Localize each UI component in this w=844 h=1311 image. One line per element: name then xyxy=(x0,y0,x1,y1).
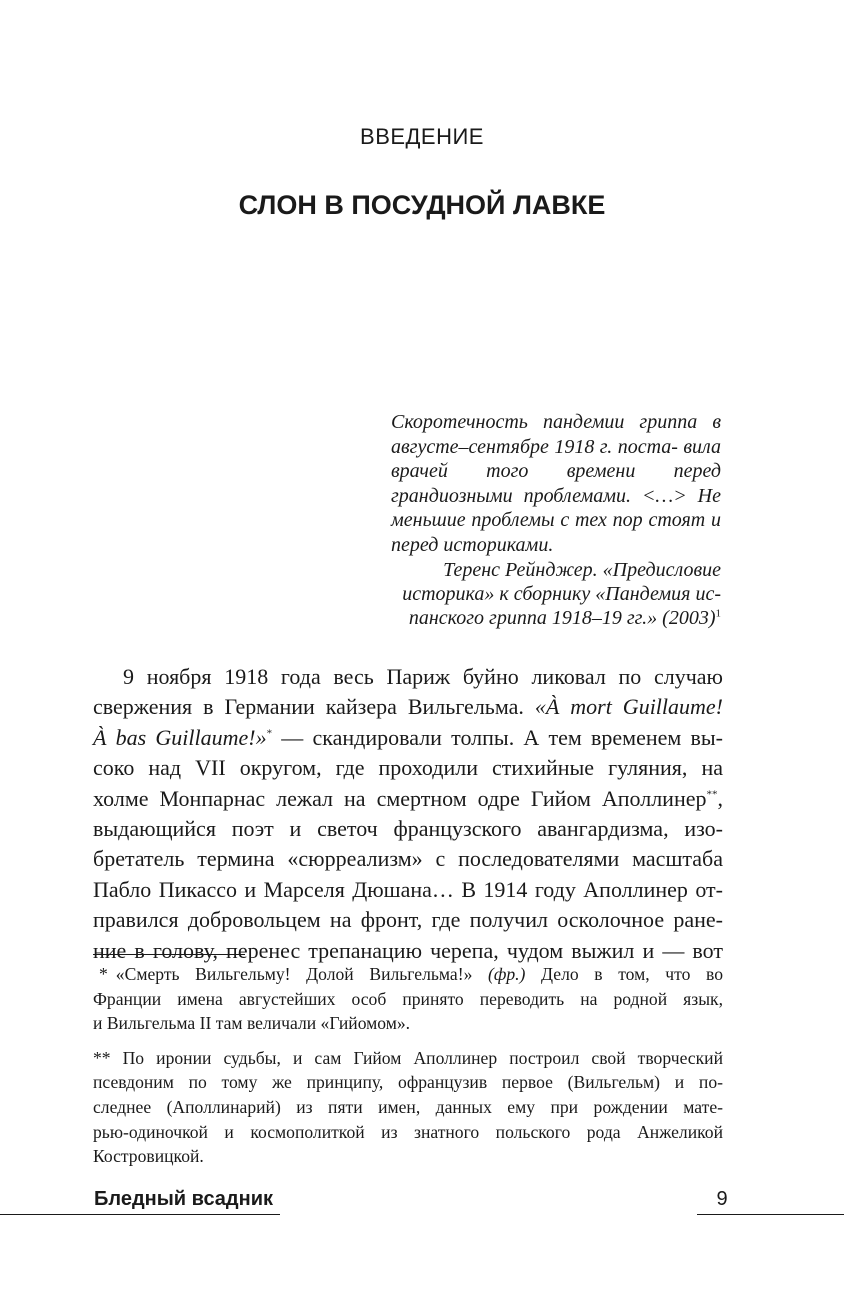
chapter-title: СЛОН В ПОСУДНОЙ ЛАВКЕ xyxy=(238,190,606,220)
body-line-tail: , xyxy=(717,785,723,811)
page-number: 9 xyxy=(716,1188,728,1210)
footnote-marker[interactable]: * xyxy=(266,727,273,740)
body-line xyxy=(93,723,723,753)
footnotes xyxy=(93,962,723,1179)
footnote-line xyxy=(93,962,723,987)
epigraph xyxy=(391,410,721,630)
epigraph-quote-line: и перед историками. xyxy=(391,509,722,556)
epigraph-source-text: панского гриппа 1918–19 гг.» (2003) xyxy=(408,606,716,629)
endnote-marker[interactable]: 1 xyxy=(715,606,721,619)
footnote-line: Франции имена августейших особ принято переводить на родной язык, xyxy=(93,988,723,1009)
footnote-lang: (фр.) xyxy=(488,964,526,984)
footnote-mark: ** xyxy=(93,1047,111,1068)
chapter-label: ВВЕДЕНИЕ xyxy=(360,124,484,149)
body-line xyxy=(93,692,723,722)
body-line: Пабло Пикассо и Марселя Дюшана… В 1914 году Аполлинер от- xyxy=(93,876,723,902)
epigraph-quote-line: Скоротечность пандемии гриппа xyxy=(391,411,698,433)
epigraph-source-line: Теренс Рейнджер. «Предисловие xyxy=(443,558,721,581)
footnote-mark: * xyxy=(99,964,108,984)
epigraph-quote-line: меньшие проблемы с тех пор стоят xyxy=(391,509,706,532)
body-line: бретатель термина «сюрреализм» с последователями масштаба xyxy=(93,846,723,872)
epigraph-source-line: историка» к сборнику «Пандемия ис- xyxy=(402,582,721,605)
epigraph-quote-line: в августе–сентябре 1918 г. поста- xyxy=(391,411,722,458)
body-line: правился добровольцем на фронт, где получил осколочное ране- xyxy=(93,907,723,933)
body-line: соко над VII округом, где проходили стихийные гуляния, на xyxy=(93,755,723,781)
footnote-text: «Смерть Вильгельму! Долой Вильгельма!» xyxy=(115,964,473,984)
footnote-1 xyxy=(93,962,723,1036)
footnote-divider xyxy=(93,954,245,955)
epigraph-quote-line: вила врачей того времени перед xyxy=(391,435,721,483)
footer-rule-left xyxy=(0,1214,280,1215)
body-line-text: холме Монпарнас лежал на смертном одре Гийом Аполлинер xyxy=(93,785,707,811)
footnote-marker[interactable]: ** xyxy=(706,788,718,801)
body-quote-french: «À mort Guillaume! xyxy=(534,694,724,720)
footnote-line: и Вильгельма II там величали «Гийомом». xyxy=(93,1013,411,1034)
footnote-text-tail: Дело в том, что во xyxy=(525,964,724,984)
body-line: ние в голову, перенес трепанацию черепа, чудом выжил и — вот xyxy=(93,937,723,963)
epigraph-source-line xyxy=(391,606,721,630)
body-line-text: свержения в Германии кайзера Вильгельма. xyxy=(93,694,524,720)
body-line xyxy=(93,784,723,814)
epigraph-quote xyxy=(391,410,721,558)
footer-rule-right xyxy=(697,1214,844,1215)
body-line-text: — скандировали толпы. А тем временем вы- xyxy=(272,724,724,750)
running-footer-title: Бледный всадник xyxy=(94,1188,274,1210)
footnote-2 xyxy=(93,1046,723,1169)
epigraph-source xyxy=(391,558,721,630)
footnote-line: следнее (Аполлинарий) из пяти имен, данных ему при рождении мате- xyxy=(93,1096,723,1117)
footnote-text: По иронии судьбы, и сам Гийом Аполлинер построил свой творческий xyxy=(122,1047,723,1068)
footnote-line: псевдоним по тому же принципу, офранцузив первое (Вильгельм) и по- xyxy=(93,1072,723,1093)
body-line: выдающийся поэт и светоч французского авангардизма, изо- xyxy=(93,816,723,842)
footnote-line xyxy=(93,1046,723,1071)
body-quote-french: À bas Guillaume!» xyxy=(93,724,267,750)
epigraph-quote-line: грандиозными проблемами. <…> Не xyxy=(391,484,721,507)
footnote-line: Костровицкой. xyxy=(93,1146,204,1167)
footnote-line: рью-одиночкой и космополиткой из знатного польского рода Анжеликой xyxy=(93,1121,723,1142)
body-line: 9 ноября 1918 года весь Париж буйно ликовал по случаю xyxy=(123,664,723,689)
body-text xyxy=(93,662,723,966)
